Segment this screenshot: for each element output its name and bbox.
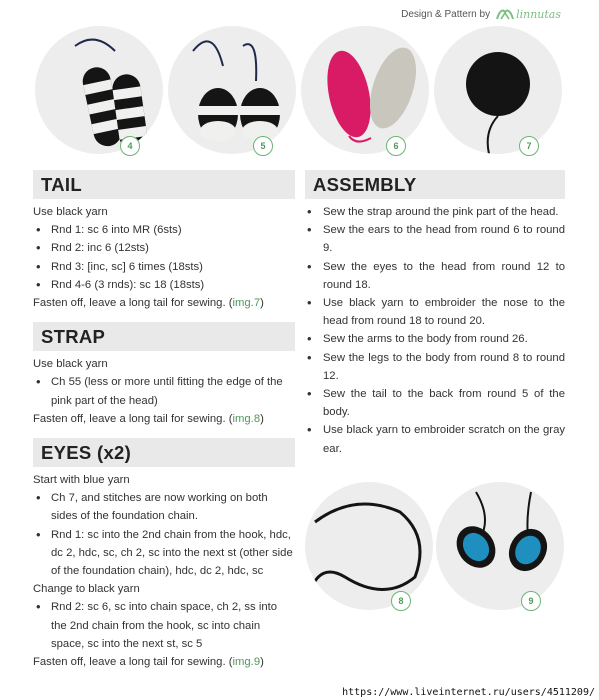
- list-item: • Ch 7, and stitches are now working on both sides of the foundation chain.: [33, 489, 295, 525]
- image-reference-link[interactable]: img.7: [232, 297, 261, 310]
- list-item: • Rnd 2: inc 6 (12sts): [33, 239, 295, 257]
- eyes-outro: Fasten off, leave a long tail for sewing. (img.9): [33, 656, 264, 669]
- section-title-strap: STRAP: [33, 322, 295, 351]
- assembly-steps: [305, 203, 565, 458]
- photo-number-badge: 4: [120, 136, 140, 156]
- section-title-assembly: ASSEMBLY: [305, 170, 565, 199]
- brand-logo: [496, 7, 561, 21]
- right-column: [305, 170, 565, 458]
- list-item: • Sew the tail to the back from round 5 of the body.: [305, 385, 565, 421]
- eyes-steps-2: [33, 598, 295, 653]
- tail-outro: Fasten off, leave a long tail for sewing. (img.7): [33, 297, 264, 310]
- photo-eyes: [436, 482, 564, 610]
- photo-ears: [301, 26, 429, 154]
- photo-number-badge: 5: [253, 136, 273, 156]
- list-item: • Sew the ears to the head from round 6 to round 9.: [305, 221, 565, 257]
- list-item: • Rnd 3: [inc, sc] 6 times (18sts): [33, 258, 295, 276]
- strap-intro: Use black yarn: [33, 358, 108, 371]
- tail-steps: [33, 221, 295, 294]
- brand-name: linnutas: [516, 7, 561, 21]
- list-item: • Sew the arms to the body from round 26.: [305, 330, 565, 348]
- eyes-steps: [33, 489, 295, 580]
- image-reference-link[interactable]: img.8: [232, 412, 261, 425]
- source-url-watermark: https://www.liveinternet.ru/users/4511209/: [342, 687, 595, 698]
- list-item: • Rnd 1: sc 6 into MR (6sts): [33, 221, 295, 239]
- photo-number-badge: 6: [386, 136, 406, 156]
- list-item: • Use black yarn to embroider scratch on the gray ear.: [305, 421, 565, 457]
- eyes-change-yarn: Change to black yarn: [33, 583, 140, 596]
- tail-intro: Use black yarn: [33, 206, 108, 218]
- eyes-intro: Start with blue yarn: [33, 474, 130, 487]
- list-item: • Rnd 1: sc into the 2nd chain from the hook, hdc, dc 2, hdc, sc, ch 2, sc into the next st (other side of the foundation chain), hdc, dc 2, hdc, sc: [33, 526, 295, 581]
- image-reference-link[interactable]: img.9: [232, 656, 261, 669]
- list-item: • Rnd 2: sc 6, sc into chain space, ch 2, ss into the 2nd chain from the hook, sc into chain space, sc into the next st, sc 5: [33, 598, 295, 653]
- photo-number-badge: 7: [519, 136, 539, 156]
- photo-arms: [35, 26, 163, 154]
- strap-outro: Fasten off, leave a long tail for sewing. (img.8): [33, 412, 264, 425]
- photo-tail: [434, 26, 562, 154]
- section-title-eyes: EYES (x2): [33, 438, 295, 467]
- photo-strap: [305, 482, 433, 610]
- list-item: • Rnd 4-6 (3 rnds): sc 18 (18sts): [33, 276, 295, 294]
- credit-text: Design & Pattern by: [401, 8, 491, 20]
- photo-number-badge: 9: [521, 591, 541, 611]
- photo-legs: [168, 26, 296, 154]
- section-title-tail: TAIL: [33, 170, 295, 199]
- photo-number-badge: 8: [391, 591, 411, 611]
- list-item: • Sew the legs to the body from round 8 to round 12.: [305, 349, 565, 385]
- strap-steps: [33, 373, 295, 409]
- left-column: [33, 170, 295, 671]
- leaf-icon: [496, 7, 514, 21]
- list-item: • Sew the eyes to the head from round 12 to round 18.: [305, 258, 565, 294]
- designer-credit: [401, 7, 561, 21]
- list-item: • Use black yarn to embroider the nose to the head from round 18 to round 20.: [305, 294, 565, 330]
- list-item: • Ch 55 (less or more until fitting the edge of the pink part of the head): [33, 373, 295, 409]
- list-item: • Sew the strap around the pink part of the head.: [305, 203, 565, 221]
